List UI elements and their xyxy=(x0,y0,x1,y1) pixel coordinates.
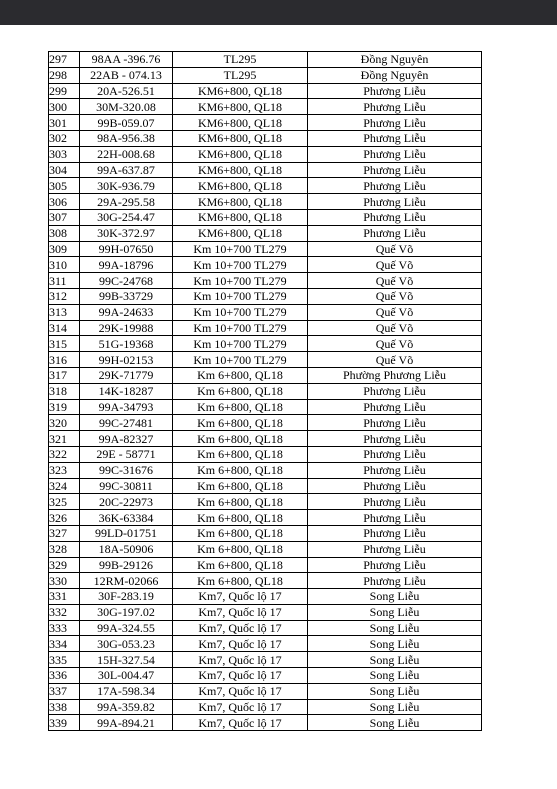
cell-plate: 99C-30811 xyxy=(80,478,173,494)
cell-location: Km7, Quốc lộ 17 xyxy=(173,636,308,652)
cell-plate: 99B-29126 xyxy=(80,557,173,573)
cell-stt: 304 xyxy=(49,162,80,178)
cell-stt: 330 xyxy=(49,573,80,589)
table-row xyxy=(49,478,482,494)
cell-unit: Quế Võ xyxy=(308,336,482,352)
cell-unit: Phương Liễu xyxy=(308,99,482,115)
table-row xyxy=(49,288,482,304)
cell-unit: Phường Phương Liễu xyxy=(308,367,482,383)
cell-unit: Quế Võ xyxy=(308,352,482,368)
table-row xyxy=(49,130,482,146)
cell-stt: 337 xyxy=(49,683,80,699)
cell-stt: 316 xyxy=(49,352,80,368)
cell-location: Km 10+700 TL279 xyxy=(173,320,308,336)
table-row xyxy=(49,383,482,399)
cell-location: Km 6+800, QL18 xyxy=(173,573,308,589)
cell-plate: 99H-07650 xyxy=(80,241,173,257)
table-row xyxy=(49,604,482,620)
cell-location: Km 6+800, QL18 xyxy=(173,462,308,478)
cell-stt: 334 xyxy=(49,636,80,652)
cell-stt: 338 xyxy=(49,699,80,715)
cell-location: KM6+800, QL18 xyxy=(173,99,308,115)
table-row xyxy=(49,367,482,383)
violation-table xyxy=(48,51,482,731)
cell-location: Km7, Quốc lộ 17 xyxy=(173,699,308,715)
cell-stt: 339 xyxy=(49,715,80,731)
cell-plate: 12RM-02066 xyxy=(80,573,173,589)
cell-unit: Phương Liễu xyxy=(308,209,482,225)
cell-location: KM6+800, QL18 xyxy=(173,162,308,178)
cell-unit: Quế Võ xyxy=(308,257,482,273)
table-row xyxy=(49,557,482,573)
cell-location: Km 6+800, QL18 xyxy=(173,431,308,447)
cell-unit: Song Liễu xyxy=(308,589,482,605)
cell-location: Km7, Quốc lộ 17 xyxy=(173,620,308,636)
cell-unit: Phương Liễu xyxy=(308,115,482,131)
table-row xyxy=(49,320,482,336)
cell-stt: 328 xyxy=(49,541,80,557)
table-row xyxy=(49,241,482,257)
cell-plate: 30F-283.19 xyxy=(80,589,173,605)
cell-plate: 51G-19368 xyxy=(80,336,173,352)
cell-unit: Quế Võ xyxy=(308,241,482,257)
cell-stt: 326 xyxy=(49,510,80,526)
cell-unit: Song Liễu xyxy=(308,620,482,636)
table-row xyxy=(49,652,482,668)
cell-stt: 331 xyxy=(49,589,80,605)
table-row xyxy=(49,399,482,415)
cell-location: Km 6+800, QL18 xyxy=(173,415,308,431)
cell-unit: Phương Liễu xyxy=(308,146,482,162)
cell-location: Km7, Quốc lộ 17 xyxy=(173,604,308,620)
cell-unit: Phương Liễu xyxy=(308,83,482,99)
cell-unit: Phương Liễu xyxy=(308,225,482,241)
cell-plate: 30G-254.47 xyxy=(80,209,173,225)
table-row xyxy=(49,573,482,589)
cell-stt: 319 xyxy=(49,399,80,415)
cell-plate: 20A-526.51 xyxy=(80,83,173,99)
table-row xyxy=(49,510,482,526)
table-row xyxy=(49,446,482,462)
cell-location: Km 6+800, QL18 xyxy=(173,399,308,415)
cell-stt: 322 xyxy=(49,446,80,462)
cell-location: KM6+800, QL18 xyxy=(173,178,308,194)
cell-plate: 30M-320.08 xyxy=(80,99,173,115)
cell-stt: 297 xyxy=(49,52,80,68)
cell-location: Km7, Quốc lộ 17 xyxy=(173,715,308,731)
cell-location: Km 6+800, QL18 xyxy=(173,478,308,494)
cell-stt: 302 xyxy=(49,130,80,146)
cell-stt: 327 xyxy=(49,525,80,541)
cell-plate: 99B-059.07 xyxy=(80,115,173,131)
cell-location: Km 10+700 TL279 xyxy=(173,288,308,304)
table-row xyxy=(49,352,482,368)
cell-location: Km 6+800, QL18 xyxy=(173,367,308,383)
cell-location: Km 6+800, QL18 xyxy=(173,494,308,510)
table-row xyxy=(49,715,482,731)
cell-plate: 99C-31676 xyxy=(80,462,173,478)
cell-plate: 22H-008.68 xyxy=(80,146,173,162)
cell-plate: 29A-295.58 xyxy=(80,194,173,210)
cell-plate: 17A-598.34 xyxy=(80,683,173,699)
table-row xyxy=(49,194,482,210)
cell-stt: 329 xyxy=(49,557,80,573)
cell-plate: 99A-359.82 xyxy=(80,699,173,715)
cell-stt: 314 xyxy=(49,320,80,336)
cell-unit: Quế Võ xyxy=(308,304,482,320)
cell-plate: 99LD-01751 xyxy=(80,525,173,541)
cell-location: Km7, Quốc lộ 17 xyxy=(173,683,308,699)
cell-location: TL295 xyxy=(173,52,308,68)
table-row xyxy=(49,146,482,162)
cell-location: Km 10+700 TL279 xyxy=(173,257,308,273)
cell-stt: 308 xyxy=(49,225,80,241)
cell-plate: 36K-63384 xyxy=(80,510,173,526)
table-row xyxy=(49,67,482,83)
cell-unit: Phương Liễu xyxy=(308,478,482,494)
cell-location: KM6+800, QL18 xyxy=(173,194,308,210)
cell-unit: Quế Võ xyxy=(308,288,482,304)
cell-plate: 29K-71779 xyxy=(80,367,173,383)
cell-location: Km 6+800, QL18 xyxy=(173,383,308,399)
cell-plate: 18A-50906 xyxy=(80,541,173,557)
cell-plate: 20C-22973 xyxy=(80,494,173,510)
cell-stt: 335 xyxy=(49,652,80,668)
cell-stt: 312 xyxy=(49,288,80,304)
cell-location: Km7, Quốc lộ 17 xyxy=(173,652,308,668)
cell-stt: 318 xyxy=(49,383,80,399)
table-row xyxy=(49,415,482,431)
table-row xyxy=(49,115,482,131)
document-page xyxy=(0,25,557,789)
cell-location: Km 6+800, QL18 xyxy=(173,541,308,557)
table-row xyxy=(49,620,482,636)
cell-location: KM6+800, QL18 xyxy=(173,130,308,146)
cell-stt: 305 xyxy=(49,178,80,194)
table-row xyxy=(49,83,482,99)
cell-stt: 325 xyxy=(49,494,80,510)
cell-stt: 324 xyxy=(49,478,80,494)
cell-location: Km 6+800, QL18 xyxy=(173,525,308,541)
cell-unit: Phương Liễu xyxy=(308,431,482,447)
table-row xyxy=(49,209,482,225)
cell-unit: Đồng Nguyên xyxy=(308,67,482,83)
cell-plate: 29K-19988 xyxy=(80,320,173,336)
cell-location: Km7, Quốc lộ 17 xyxy=(173,589,308,605)
cell-plate: 99B-33729 xyxy=(80,288,173,304)
cell-stt: 320 xyxy=(49,415,80,431)
cell-stt: 309 xyxy=(49,241,80,257)
cell-plate: 29E - 58771 xyxy=(80,446,173,462)
cell-stt: 332 xyxy=(49,604,80,620)
cell-stt: 311 xyxy=(49,273,80,289)
cell-unit: Phương Liễu xyxy=(308,446,482,462)
cell-stt: 321 xyxy=(49,431,80,447)
cell-plate: 14K-18287 xyxy=(80,383,173,399)
cell-plate: 99C-27481 xyxy=(80,415,173,431)
table-row xyxy=(49,683,482,699)
cell-stt: 313 xyxy=(49,304,80,320)
cell-unit: Song Liễu xyxy=(308,699,482,715)
cell-stt: 323 xyxy=(49,462,80,478)
cell-stt: 298 xyxy=(49,67,80,83)
cell-plate: 99A-894.21 xyxy=(80,715,173,731)
cell-stt: 300 xyxy=(49,99,80,115)
cell-unit: Phương Liễu xyxy=(308,130,482,146)
cell-plate: 99C-24768 xyxy=(80,273,173,289)
cell-plate: 30G-053.23 xyxy=(80,636,173,652)
cell-stt: 306 xyxy=(49,194,80,210)
table-row xyxy=(49,162,482,178)
cell-stt: 299 xyxy=(49,83,80,99)
table-row xyxy=(49,494,482,510)
table-row xyxy=(49,273,482,289)
cell-location: Km 10+700 TL279 xyxy=(173,273,308,289)
cell-plate: 99A-324.55 xyxy=(80,620,173,636)
cell-unit: Song Liễu xyxy=(308,652,482,668)
cell-location: Km 10+700 TL279 xyxy=(173,336,308,352)
cell-unit: Song Liễu xyxy=(308,715,482,731)
cell-unit: Phương Liễu xyxy=(308,494,482,510)
cell-plate: 99A-82327 xyxy=(80,431,173,447)
cell-plate: 99A-24633 xyxy=(80,304,173,320)
cell-location: Km 10+700 TL279 xyxy=(173,241,308,257)
cell-location: KM6+800, QL18 xyxy=(173,146,308,162)
cell-unit: Phương Liễu xyxy=(308,525,482,541)
cell-plate: 99A-637.87 xyxy=(80,162,173,178)
cell-unit: Phương Liễu xyxy=(308,573,482,589)
cell-unit: Phương Liễu xyxy=(308,541,482,557)
table-row xyxy=(49,52,482,68)
cell-unit: Phương Liễu xyxy=(308,178,482,194)
cell-unit: Phương Liễu xyxy=(308,415,482,431)
cell-stt: 317 xyxy=(49,367,80,383)
cell-unit: Song Liễu xyxy=(308,636,482,652)
cell-plate: 22AB - 074.13 xyxy=(80,67,173,83)
table-row xyxy=(49,178,482,194)
cell-unit: Quế Võ xyxy=(308,273,482,289)
table-row xyxy=(49,699,482,715)
cell-stt: 307 xyxy=(49,209,80,225)
table-row xyxy=(49,668,482,684)
table-row xyxy=(49,589,482,605)
cell-location: Km 6+800, QL18 xyxy=(173,510,308,526)
cell-unit: Phương Liễu xyxy=(308,383,482,399)
cell-stt: 336 xyxy=(49,668,80,684)
cell-location: Km 10+700 TL279 xyxy=(173,304,308,320)
cell-stt: 301 xyxy=(49,115,80,131)
cell-plate: 30K-936.79 xyxy=(80,178,173,194)
table-row xyxy=(49,541,482,557)
cell-location: KM6+800, QL18 xyxy=(173,115,308,131)
viewer-top-bar xyxy=(0,0,557,25)
table-row xyxy=(49,462,482,478)
cell-plate: 98AA -396.76 xyxy=(80,52,173,68)
cell-location: KM6+800, QL18 xyxy=(173,225,308,241)
cell-unit: Phương Liễu xyxy=(308,194,482,210)
cell-location: KM6+800, QL18 xyxy=(173,209,308,225)
cell-location: TL295 xyxy=(173,67,308,83)
cell-location: KM6+800, QL18 xyxy=(173,83,308,99)
cell-unit: Song Liễu xyxy=(308,604,482,620)
cell-location: Km7, Quốc lộ 17 xyxy=(173,668,308,684)
cell-location: Km 10+700 TL279 xyxy=(173,352,308,368)
cell-plate: 30G-197.02 xyxy=(80,604,173,620)
cell-unit: Quế Võ xyxy=(308,320,482,336)
table-row xyxy=(49,636,482,652)
table-row xyxy=(49,99,482,115)
table-row xyxy=(49,257,482,273)
cell-location: Km 6+800, QL18 xyxy=(173,557,308,573)
cell-plate: 30K-372.97 xyxy=(80,225,173,241)
table-row xyxy=(49,431,482,447)
cell-stt: 303 xyxy=(49,146,80,162)
cell-plate: 15H-327.54 xyxy=(80,652,173,668)
table-row xyxy=(49,225,482,241)
cell-stt: 310 xyxy=(49,257,80,273)
cell-stt: 315 xyxy=(49,336,80,352)
cell-unit: Phương Liễu xyxy=(308,510,482,526)
cell-unit: Phương Liễu xyxy=(308,399,482,415)
cell-plate: 99H-02153 xyxy=(80,352,173,368)
cell-location: Km 6+800, QL18 xyxy=(173,446,308,462)
table-row xyxy=(49,304,482,320)
cell-unit: Phương Liễu xyxy=(308,462,482,478)
cell-plate: 98A-956.38 xyxy=(80,130,173,146)
cell-plate: 99A-34793 xyxy=(80,399,173,415)
cell-plate: 99A-18796 xyxy=(80,257,173,273)
table-row xyxy=(49,525,482,541)
table-row xyxy=(49,336,482,352)
cell-unit: Đồng Nguyên xyxy=(308,52,482,68)
cell-plate: 30L-004.47 xyxy=(80,668,173,684)
table-body xyxy=(49,52,482,731)
cell-unit: Song Liễu xyxy=(308,683,482,699)
cell-stt: 333 xyxy=(49,620,80,636)
cell-unit: Phương Liễu xyxy=(308,162,482,178)
cell-unit: Song Liễu xyxy=(308,668,482,684)
cell-unit: Phương Liễu xyxy=(308,557,482,573)
